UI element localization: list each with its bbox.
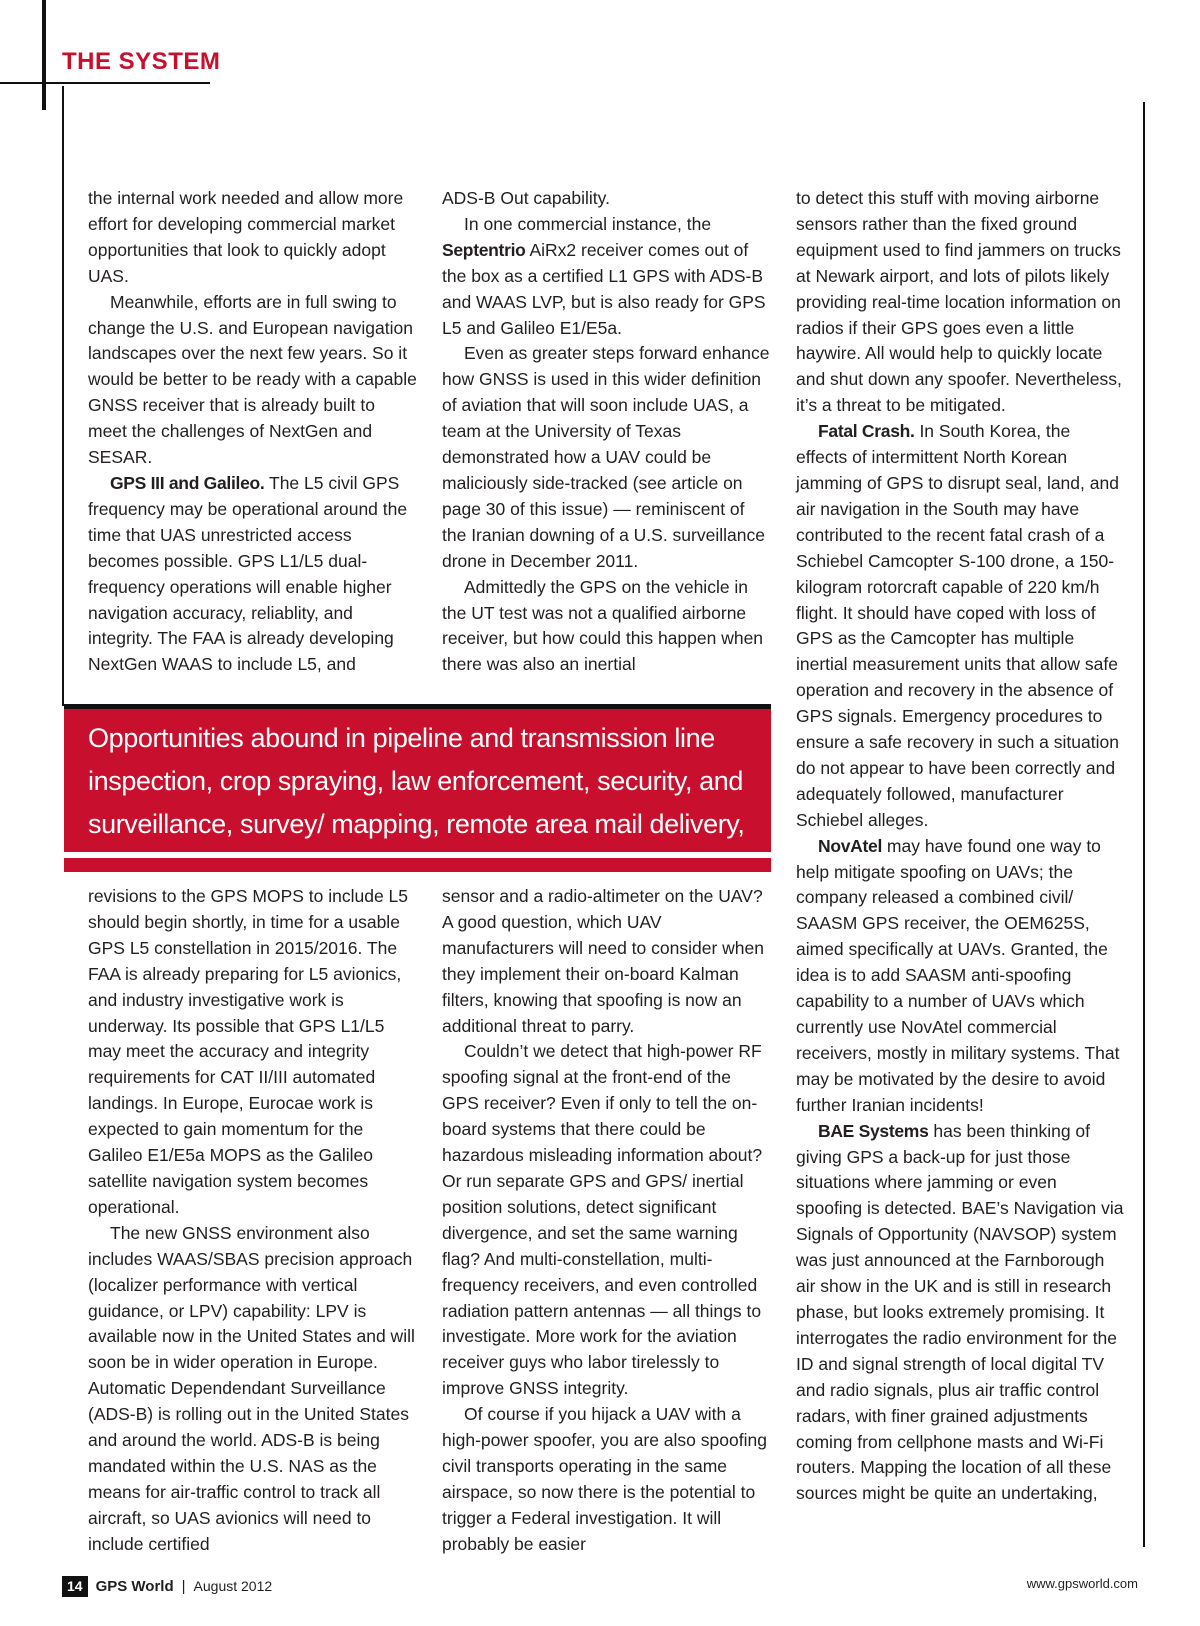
corner-vertical-rule — [42, 0, 46, 110]
paragraph: Even as greater steps forward enhance how GNSS is used in this wider definition of aviation that will soon include UAS, a team at the University of Texas demonstrated how a UAV could be maliciously side-tracked (see article on page 30 of this issue) — reminiscent of the Iranian downing of a U.S. surveillance drone in December 2011. — [442, 343, 770, 571]
paragraph — [796, 419, 1126, 834]
paragraph: Admittedly the GPS on the vehicle in the UT test was not a qualified airborne receiver, but how could this happen when there was also an inertial — [442, 576, 764, 675]
paragraph-body: has been thinking of giving GPS a back-up for just those situations where jamming or even spoofing is detected. BAE’s Navigation via Signals of Opportunity (NAVSOP) system was just announced at the Farnborough air show in the UK and is still in research phase, but looks extremely promising. It interrogates the radio environment for the ID and signal strength of local digital TV and radio signals, plus air traffic control radars, with finer grained adjustments coming from cellphone masts and Wi-Fi routers. Mapping the location of all these sources might be quite an undertaking, — [796, 1120, 1124, 1504]
pull-quote-box — [64, 704, 771, 852]
paragraph-body: AiRx2 receiver comes out of the box as a certified L1 GPS with ADS-B and WAAS LVP, but is also ready for GPS L5 and Galileo E1/E5a. — [442, 239, 766, 338]
column-2-top — [442, 186, 772, 678]
paragraph: Of course if you hijack a UAV with a high-power spoofer, you are also spoofing civil transports operating in the same airspace, so now there is the potential to trigger a Federal investigation. It will probably be easier — [442, 1404, 767, 1554]
paragraph-lead: Septentrio — [442, 239, 526, 260]
paragraph — [796, 834, 1126, 1119]
paragraph: ADS-B Out capability. — [442, 188, 610, 208]
paragraph: the internal work needed and allow more effort for developing commercial market opportunities that look to quickly adopt UAS. — [88, 188, 404, 286]
pull-quote-text: Opportunities abound in pipeline and transmission line inspection, crop spraying, law enforcement, security, and surveillance, survey/ mapping, remote area mail delivery, — [88, 723, 745, 839]
footer-separator: | — [181, 1577, 186, 1595]
left-column-rule — [62, 86, 64, 706]
paragraph-body: In South Korea, the effects of intermittent North Korean jamming of GPS to disrupt seal, land, and air navigation in the South may have contributed to the recent fatal crash of a Schiebel Camcopter S-100 drone, a 150-kilogram rotorcraft capable of 220 km/h flight. It should have coped with loss of GPS as the Camcopter has multiple inertial measurement units that allow safe operation and recovery in the absence of GPS signals. Emergency procedures to ensure a safe recovery in such a situation do not appear to have been correctly and adequately followed, manufacturer Schiebel alleges. — [796, 421, 1119, 830]
column-2-bottom — [442, 884, 772, 1558]
footer-left — [62, 1575, 272, 1597]
paragraph-prefix: In one commercial instance, the — [464, 213, 712, 234]
paragraph-body: may have found one way to help mitigate spoofing on UAVs; the company released a combined civil/ SAASM GPS receiver, the OEM625S, aimed specifically at UAVs. Granted, the idea is to add SAASM anti-spoofing capability to a number of UAVs which currently use NovAtel commercial receivers, mostly in military systems. That may be motivated by the desire to avoid further Iranian incidents! — [796, 835, 1120, 1115]
publication-name: GPS World — [95, 1577, 174, 1595]
website-link[interactable]: www.gpsworld.com — [1026, 1576, 1138, 1591]
paragraph-lead: GPS III and Galileo. — [110, 472, 265, 493]
section-title: THE SYSTEM — [62, 48, 221, 75]
paragraph: Couldn’t we detect that high-power RF spoofing signal at the front-end of the GPS receiver? Even if only to tell the on-board systems that there could be hazardous misleading information about? Or run separate GPS and GPS/ inertial position solutions, detect significant divergence, and set the same warning flag? And multi-constellation, multi-frequency receivers, and even controlled radiation pattern antennas — all things to investigate. More work for the aviation receiver guys who labor tirelessly to improve GNSS integrity. — [442, 1041, 763, 1399]
paragraph — [796, 1119, 1126, 1508]
issue-date: August 2012 — [193, 1578, 273, 1594]
paragraph — [442, 212, 772, 342]
right-margin-rule — [1143, 102, 1145, 1547]
column-3 — [796, 186, 1126, 1507]
page-number: 14 — [62, 1576, 88, 1597]
pull-quote-bar — [64, 858, 771, 872]
paragraph-lead: NovAtel — [818, 835, 883, 856]
paragraph-body: The L5 civil GPS frequency may be operational around the time that UAS unrestricted access becomes possible. GPS L1/L5 dual-frequency operations will enable higher navigation accuracy, reliablity, and integrity. The FAA is already developing NextGen WAAS to include L5, and — [88, 472, 408, 675]
paragraph: sensor and a radio-altimeter on the UAV? A good question, which UAV manufacturers will need to consider when they implement their on-board Kalman filters, knowing that spoofing is now an additional threat to parry. — [442, 886, 764, 1036]
paragraph: The new GNSS environment also includes WAAS/SBAS precision approach (localizer performance with vertical guidance, or LPV) capability: LPV is available now in the United States and will soon be in wider operation in Europe. Automatic Dependendant Surveillance (ADS-B) is rolling out in the United States and around the world. ADS-B is being mandated within the U.S. NAS as the means for air-traffic control to track all aircraft, so UAS avionics will need to include certified — [88, 1222, 415, 1554]
paragraph: revisions to the GPS MOPS to include L5 should begin shortly, in time for a usable GPS L5 constellation in 2015/2016. The FAA is already preparing for L5 avionics, and industry investigative work is underway. Its possible that GPS L1/L5 may meet the accuracy and integrity requirements for CAT II/III automated landings. In Europe, Eurocae work is expected to gain momentum for the Galileo E1/E5a MOPS as the Galileo satellite navigation system becomes operational. — [88, 886, 409, 1217]
paragraph-lead: BAE Systems — [818, 1120, 929, 1141]
corner-horizontal-rule — [0, 82, 210, 84]
paragraph: Meanwhile, efforts are in full swing to change the U.S. and European navigation landscapes over the next few years. So it would be better to be ready with a capable GNSS receiver that is already built to meet the challenges of NextGen and SESAR. — [88, 291, 417, 468]
paragraph — [88, 471, 418, 678]
paragraph-lead: Fatal Crash. — [818, 421, 915, 442]
column-1-bottom — [88, 884, 418, 1558]
column-1-top — [88, 186, 418, 678]
paragraph: to detect this stuff with moving airborne sensors rather than the fixed ground equipment used to find jammers on trucks at Newark airport, and lots of pilots likely providing real-time location information on radios if their GPS goes even a little haywire. All would help to quickly locate and shut down any spoofer. Nevertheless, it’s a threat to be mitigated. — [796, 188, 1122, 416]
